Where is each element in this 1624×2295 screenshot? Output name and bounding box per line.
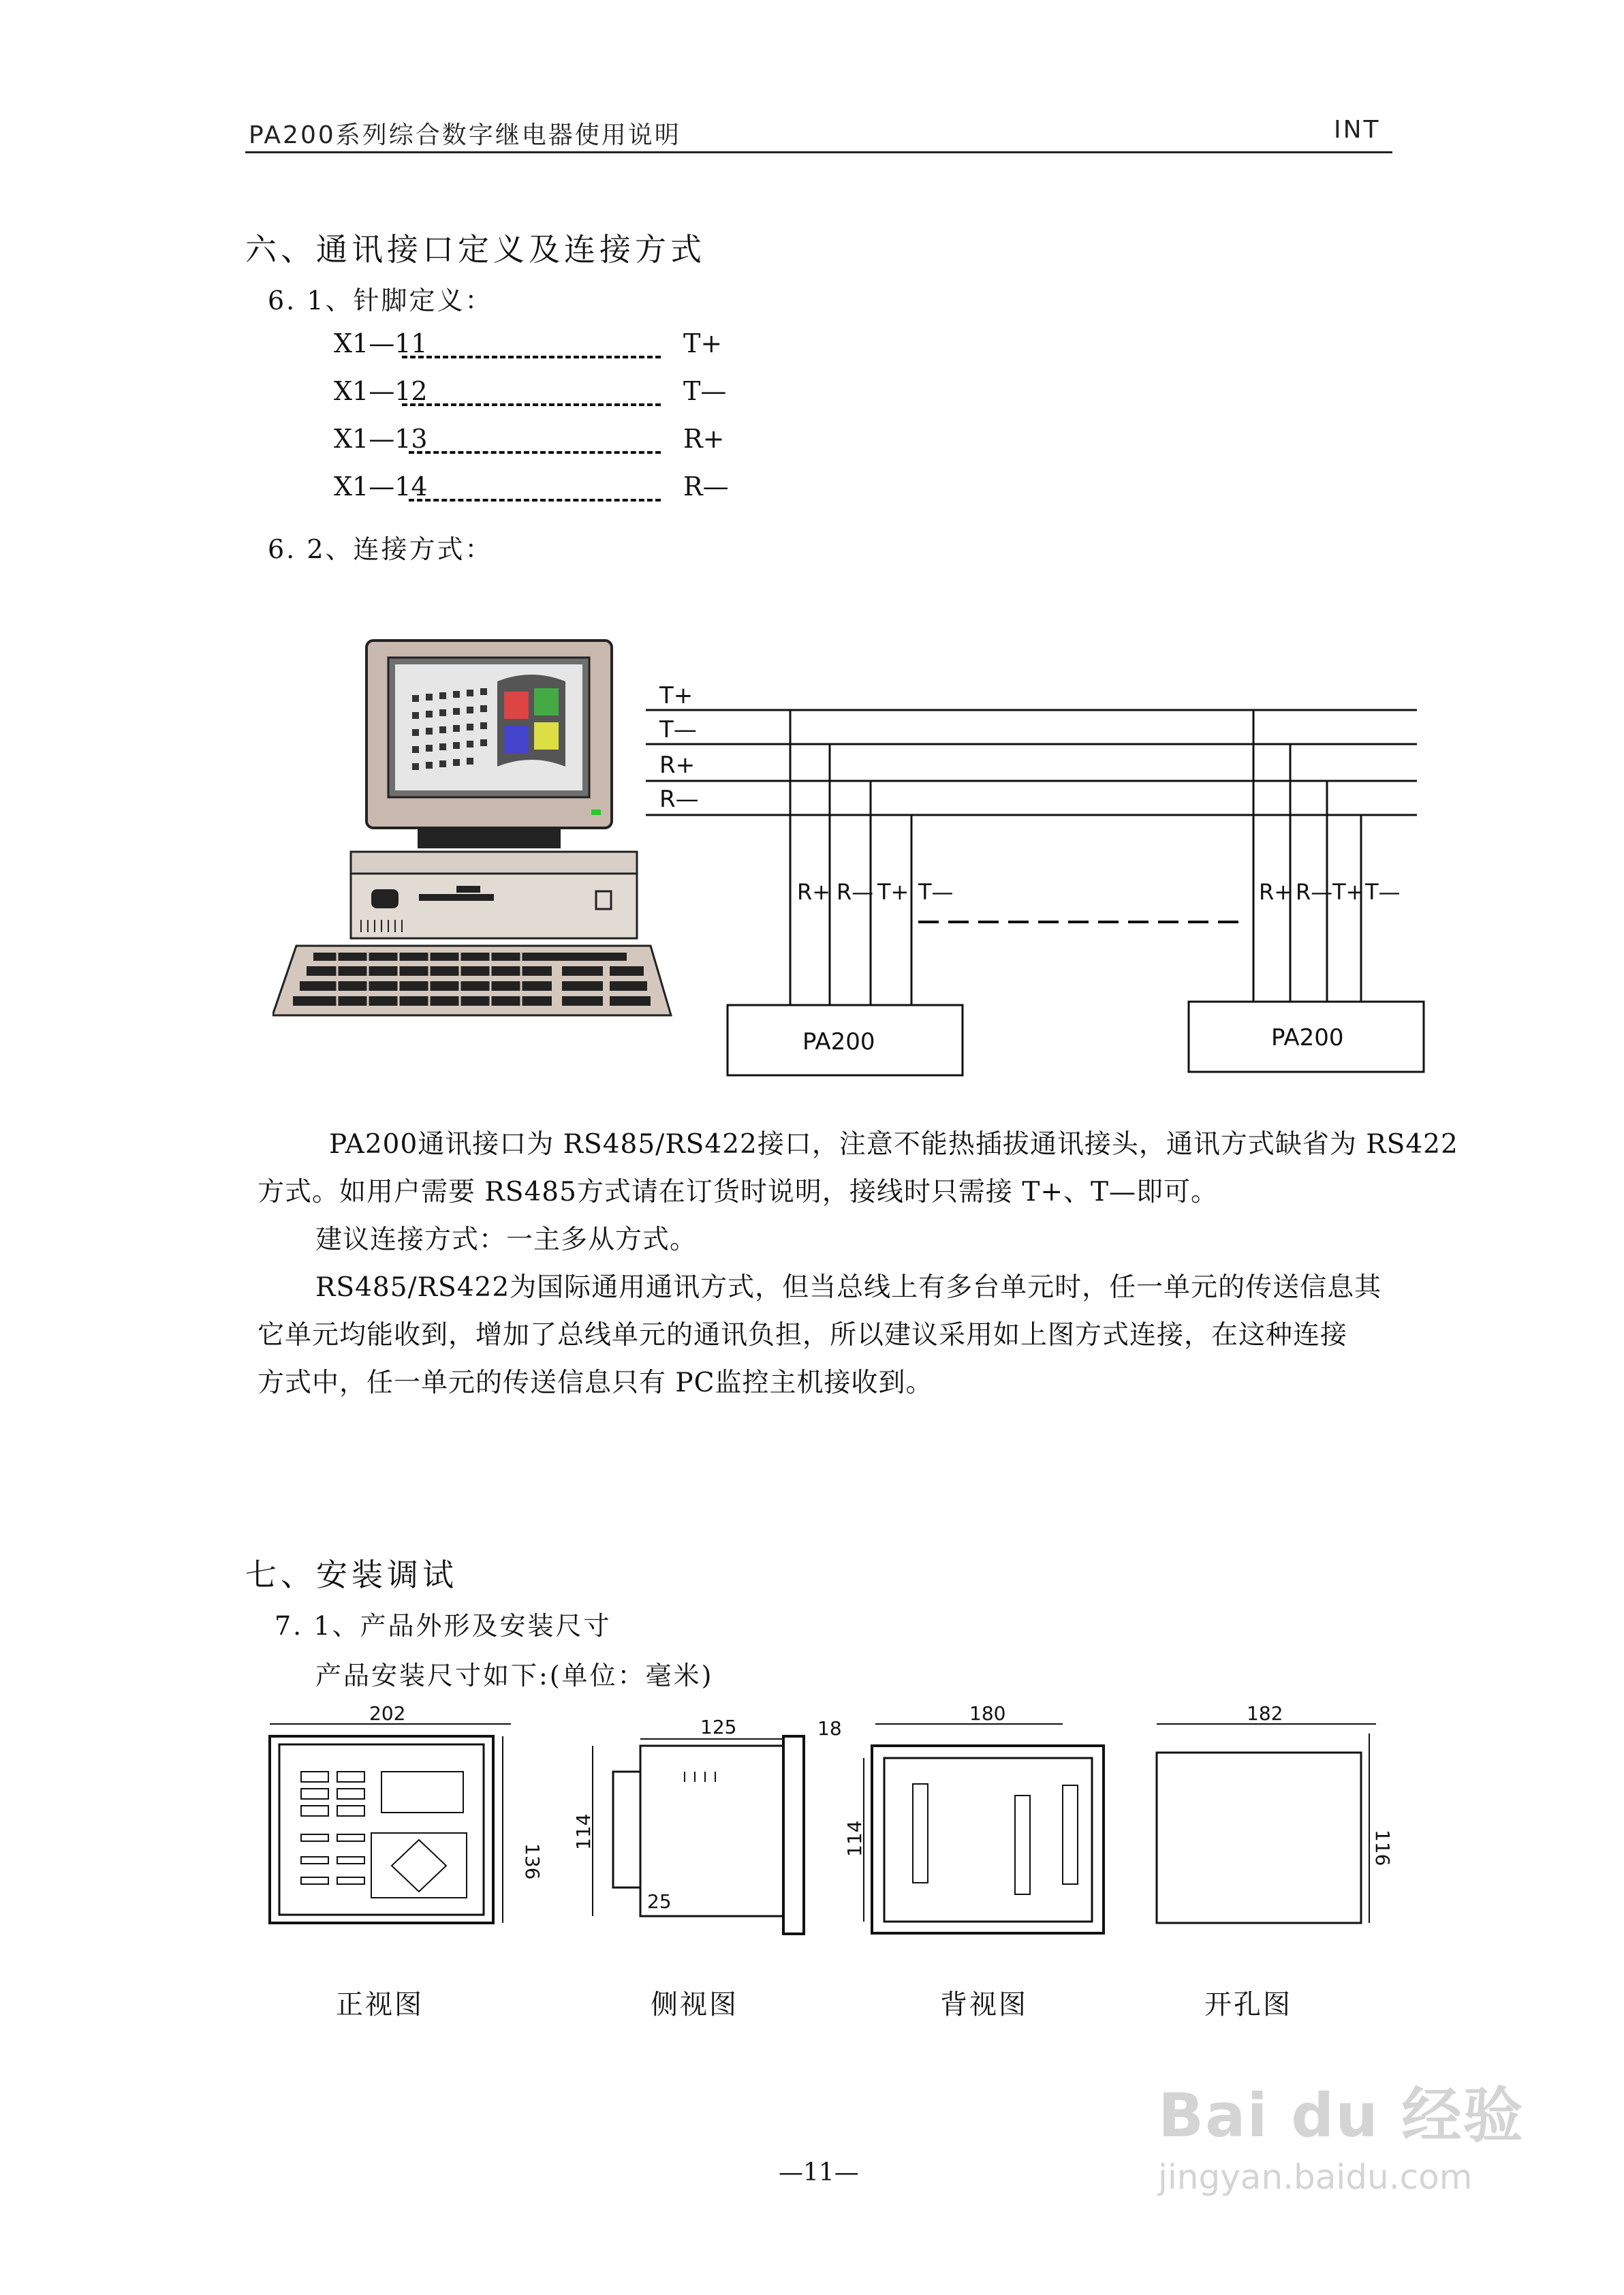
caption-front-view: 正视图	[336, 1989, 424, 2020]
dimension-drawings	[259, 1704, 1403, 1949]
cutout-height-label: 116	[1371, 1830, 1394, 1866]
right-drop-label-3: T+	[1332, 879, 1364, 905]
bus-label-t-minus: T—	[659, 716, 697, 743]
right-drops	[1253, 710, 1361, 1005]
pin-row-2	[334, 376, 428, 406]
pin-signal-2: T—	[683, 376, 727, 406]
section6-sub2: 6. 2、连接方式：	[268, 534, 493, 564]
section7-sub1: 7. 1、产品外形及安装尺寸	[275, 1611, 612, 1641]
paragraph-1-line-2: 方式。如用户需要 RS485方式请在订货时说明，接线时只需接 T+、T—即可。	[257, 1177, 1219, 1207]
pin-leader-3	[409, 451, 661, 454]
running-header-right: INT	[1334, 116, 1381, 144]
paragraph-3-line-2: 它单元均能收到，增加了总线单元的通讯负担，所以建议采用如上图方式连接，在这种连接	[257, 1320, 1348, 1351]
pin-row-3	[334, 424, 428, 454]
device-label-right: PA200	[1271, 1024, 1344, 1051]
bus-lines	[646, 710, 1417, 815]
watermark-brand: Bai du 经验	[1158, 2080, 1525, 2151]
bus-label-r-plus: R+	[659, 752, 696, 779]
bus-label-t-plus: T+	[659, 682, 693, 709]
running-header-title: PA200系列综合数字继电器使用说明	[249, 121, 681, 149]
paragraph-3-line-1: RS485/RS422为国际通用通讯方式，但当总线上有多台单元时，任一单元的传送信息其	[315, 1272, 1382, 1303]
pin-leader-2	[402, 403, 661, 406]
right-drop-label-4: T—	[1365, 879, 1401, 905]
pin-leader-1	[402, 356, 661, 358]
computer-illustration	[272, 641, 671, 1015]
bus-label-r-minus: R—	[659, 786, 699, 813]
paragraph-3-line-3: 方式中，任一单元的传送信息只有 PC监控主机接收到。	[257, 1368, 933, 1398]
front-view-drawing	[270, 1704, 544, 1923]
back-height-label: 114	[843, 1820, 866, 1857]
page-number: —11—	[779, 2159, 859, 2187]
section6-sub1: 6. 1、针脚定义：	[268, 286, 493, 315]
right-drop-label-2: R—	[1296, 879, 1333, 905]
pin-row-4	[334, 472, 428, 502]
paragraph-1-line-1: PA200通讯接口为 RS485/RS422接口，注意不能热插拔通讯接头，通讯方式缺省为 RS422	[329, 1129, 1458, 1160]
watermark-url: jingyan.baidu.com	[1158, 2157, 1473, 2197]
side-depth-label: 25	[647, 1890, 672, 1913]
pin-label: X1—11	[334, 328, 428, 358]
pin-label: X1—14	[334, 472, 428, 502]
caption-back-view: 背视图	[940, 1989, 1028, 2020]
side-thickness-label: 18	[817, 1717, 842, 1740]
front-height-label: 136	[521, 1843, 544, 1880]
section6-title: 六、通讯接口定义及连接方式	[245, 231, 706, 268]
device-label-left: PA200	[802, 1028, 875, 1056]
section7-title: 七、安装调试	[245, 1556, 458, 1593]
left-drop-label-1: R+	[797, 879, 831, 905]
section7-note: 产品安装尺寸如下:(单位：毫米)	[315, 1661, 714, 1691]
back-view-drawing	[843, 1704, 1104, 1933]
left-drop-label-3: T+	[877, 879, 909, 905]
side-width-label: 125	[700, 1716, 737, 1738]
pin-signal-4: R—	[683, 472, 729, 502]
pin-signal-3: R+	[683, 424, 725, 454]
pin-row-1	[334, 328, 428, 358]
pin-signal-1: T+	[683, 328, 723, 358]
pin-label: X1—13	[334, 424, 428, 454]
connection-diagram	[272, 627, 1431, 1090]
caption-side-view: 侧视图	[651, 1989, 738, 2020]
header-rule	[245, 151, 1392, 153]
pin-label: X1—12	[334, 376, 428, 406]
caption-cutout-view: 开孔图	[1204, 1989, 1292, 2020]
cutout-view-drawing	[1157, 1704, 1394, 1923]
right-drop-label-1: R+	[1259, 879, 1293, 905]
watermark-logo	[1158, 2078, 1540, 2221]
side-height-label: 114	[572, 1813, 595, 1850]
back-width-label: 180	[969, 1704, 1006, 1725]
left-drop-label-2: R—	[837, 879, 874, 905]
paragraph-2: 建议连接方式：一主多从方式。	[315, 1224, 698, 1255]
left-drops	[790, 710, 911, 1005]
left-drop-label-4: T—	[918, 879, 954, 905]
side-view-drawing	[572, 1716, 842, 1934]
pin-leader-4	[409, 499, 661, 502]
front-width-label: 202	[369, 1704, 406, 1725]
cutout-width-label: 182	[1247, 1704, 1283, 1725]
